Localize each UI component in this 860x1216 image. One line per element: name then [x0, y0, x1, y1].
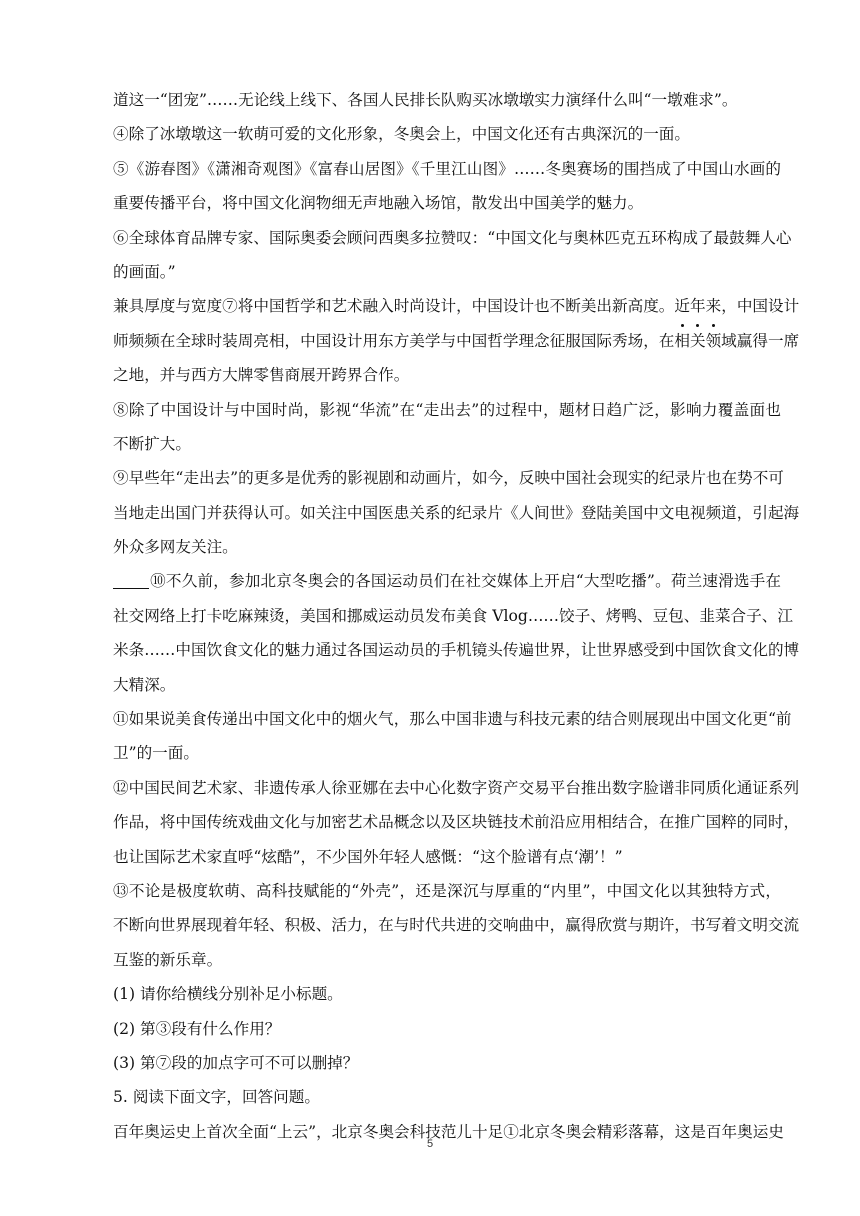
text-line: ⑤《游春图》《潇湘奇观图》《富春山居图》《千里江山图》……冬奥赛场的围挡成了中国山水画的 — [113, 159, 781, 178]
text-line: 作品，将中国传统戏曲文化与加密艺术品概念以及区块链技术前沿应用相结合，在推广国粹的同时， — [113, 813, 800, 832]
passage-text — [113, 83, 800, 1149]
emphasis-dotted-character: 近 — [674, 289, 690, 323]
text-line: 的画面。” — [113, 262, 176, 281]
text-line: 卫”的一面。 — [113, 744, 199, 763]
text-line: ⑨早些年“走出去”的更多是优秀的影视剧和动画片，如今，反映中国社会现实的纪录片也在势不可 — [113, 469, 784, 488]
text-line: 不断向世界展现着年轻、积极、活力，在与时代共进的交响曲中，赢得欣赏与期许，书写着文明交流 — [113, 916, 800, 935]
text-line: 也让国际艺术家直呼“炫酷”，不少国外年轻人感慨：“这个脸谱有点‘潮’！” — [113, 847, 623, 866]
text-line: 道这一“团宠”……无论线上线下、各国人民排长队购买冰墩墩实力演绎什么叫“一墩难求”。 — [113, 91, 738, 109]
text-line: 互鉴的新乐章。 — [113, 950, 223, 969]
text-line: 当地走出国门并获得认可。如关注中国医患关系的纪录片《人间世》登陆美国中文电视频道，引起海 — [113, 503, 800, 522]
line-segment: ⑩不久前，参加北京冬奥会的各国运动员们在社交媒体上开启“大型吃播”。荷兰速滑选手在 — [150, 572, 781, 591]
text-line: 之地，并与西方大牌零售商展开跨界合作。 — [113, 366, 410, 385]
question-item: (3) 第⑦段的加点字可不可以删掉？ — [113, 1053, 359, 1072]
question-item: (2) 第③段有什么作用？ — [113, 1019, 281, 1038]
text-line: 不断扩大。 — [113, 434, 191, 453]
line-segment: 兼具厚度与宽度⑦将中国哲学和艺术融入时尚设计，中国设计也不断美出新高度。 — [113, 297, 675, 316]
fill-in-blank — [113, 570, 149, 589]
text-line: 百年奥运史上首次全面“上云”，北京冬奥会科技范儿十足①北京冬奥会精彩落幕，这是百年奥运史 — [113, 1122, 784, 1141]
line-segment: ，中国设计 — [721, 297, 800, 316]
question-item: (1) 请你给横线分别补足小标题。 — [113, 985, 343, 1004]
text-line: ⑧除了中国设计与中国时尚，影视“华流”在“走出去”的过程中，题材日趋广泛，影响力覆盖面也 — [113, 400, 781, 419]
text-line-with-dotted-characters — [113, 289, 800, 323]
text-line: 重要传播平台，将中国文化润物细无声地融入场馆，散发出中国美学的魅力。 — [113, 194, 644, 213]
text-line: ⑫中国民间艺术家、非遗传承人徐亚娜在去中心化数字资产交易平台推出数字脸谱非同质化通证系列 — [113, 778, 800, 797]
question-heading: 5. 阅读下面文字，回答问题。 — [113, 1088, 320, 1107]
text-line: 师频频在全球时装周亮相，中国设计用东方美学与中国哲学理念征服国际秀场，在相关领域赢得一席 — [113, 331, 800, 350]
text-line: ⑥全球体育品牌专家、国际奥委会顾问西奥多拉赞叹：“中国文化与奥林匹克五环构成了最鼓舞人心 — [113, 228, 792, 247]
text-line: ⑬不论是极度软萌、高科技赋能的“外壳”，还是深沉与厚重的“内里”，中国文化以其独特方式， — [113, 881, 781, 900]
text-line: 米条……中国饮食文化的魅力通过各国运动员的手机镜头传遍世界，让世界感受到中国饮食文化的博 — [113, 641, 800, 660]
text-line: 社交网络上打卡吃麻辣烫，美国和挪威运动员发布美食 Vlog……饺子、烤鸭、豆包、韭菜合子、江 — [113, 606, 793, 625]
text-line: 外众多网友关注。 — [113, 538, 238, 557]
text-line: ④除了冰墩墩这一软萌可爱的文化形象，冬奥会上，中国文化还有古典深沉的一面。 — [113, 125, 690, 144]
text-line: 大精深。 — [113, 675, 176, 694]
emphasis-dotted-character: 年 — [690, 289, 706, 323]
page-number: 5 — [426, 1138, 434, 1150]
emphasis-dotted-character: 来 — [706, 289, 722, 323]
text-line-with-blank — [113, 564, 781, 598]
text-line: ⑪如果说美食传递出中国文化中的烟火气，那么中国非遗与科技元素的结合则展现出中国文化更“前 — [113, 710, 792, 729]
